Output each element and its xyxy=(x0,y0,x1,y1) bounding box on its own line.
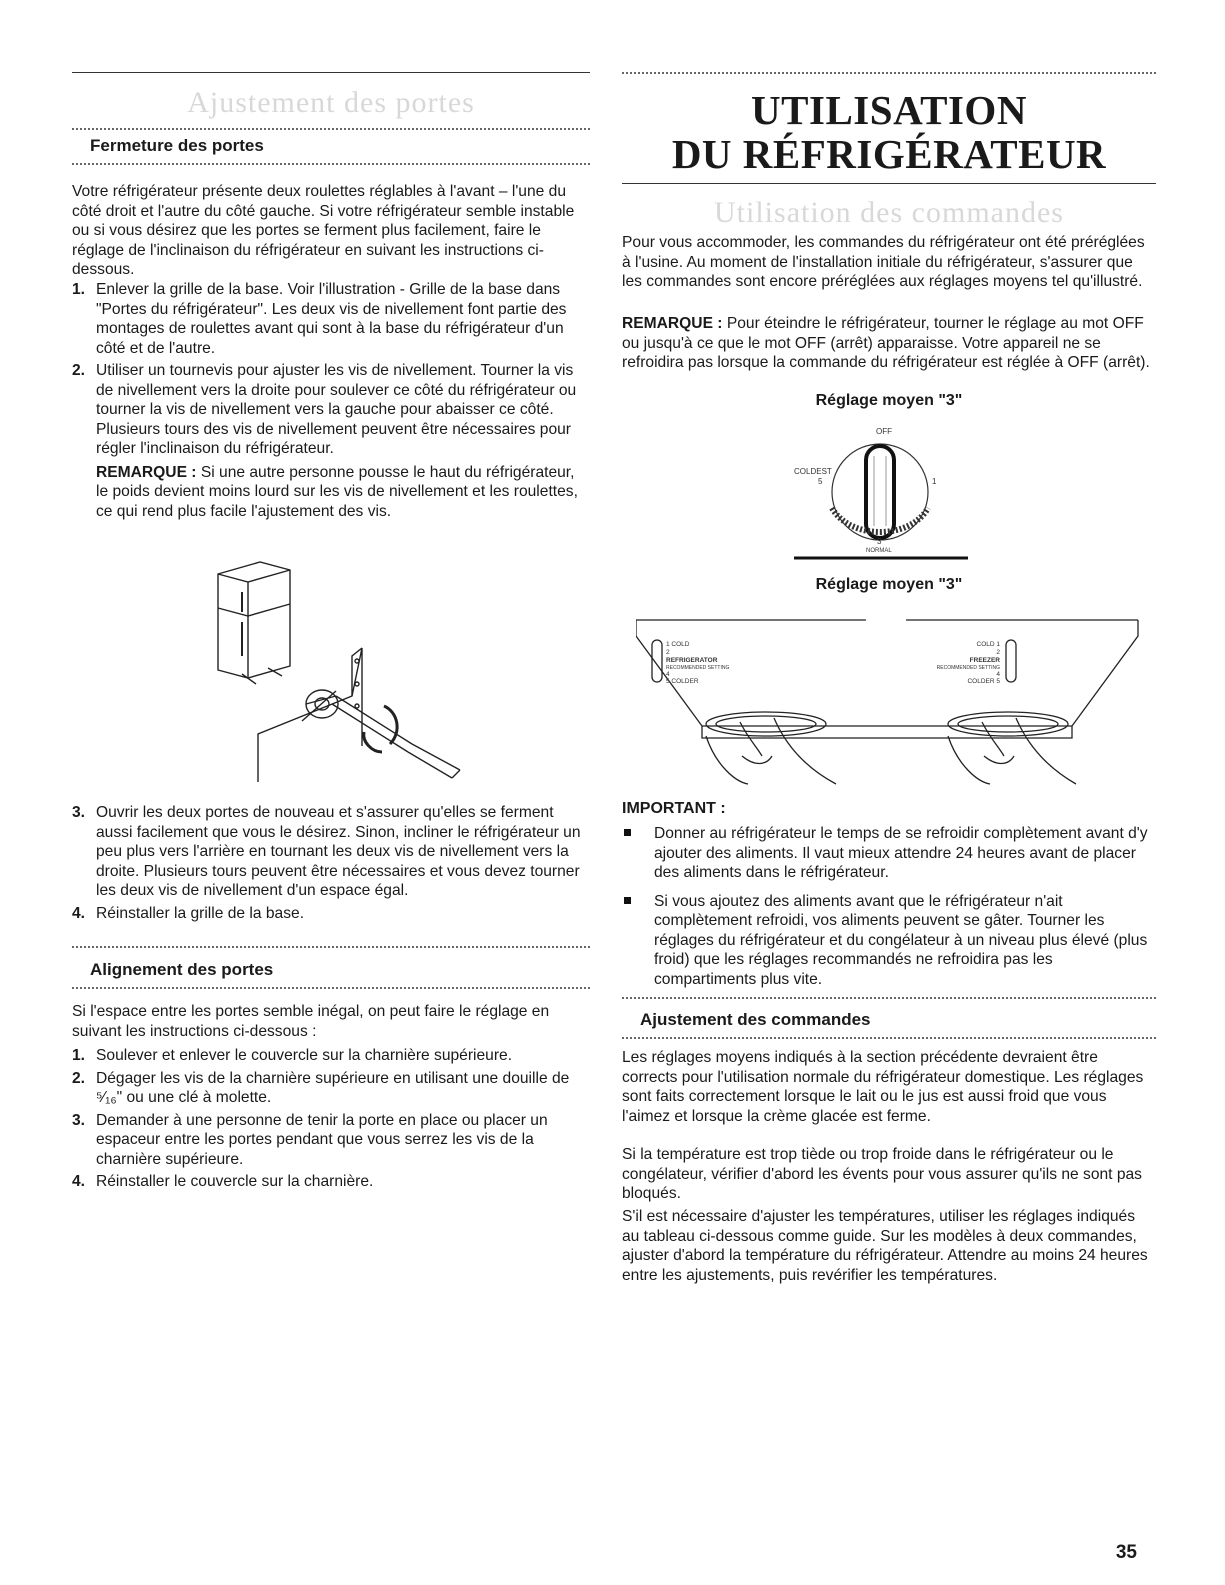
fermeture-steps-continued xyxy=(72,803,590,926)
panel-right-label: COLDER 5 xyxy=(967,678,1000,685)
left-faint-title: Ajustement des portes xyxy=(187,86,475,119)
alignement-steps xyxy=(72,1046,590,1195)
section-heading-ajustement: Ajustement des commandes xyxy=(640,1010,871,1029)
bullet-icon xyxy=(624,897,631,904)
left-top-rule xyxy=(72,72,590,73)
divider xyxy=(72,987,590,989)
panel-caption: Réglage moyen "3" xyxy=(815,576,963,593)
panel-right-label: 4 xyxy=(996,671,1000,678)
list-item: 4. Réinstaller le couvercle sur la charnière. xyxy=(72,1173,374,1190)
panel-right-label: 2 xyxy=(996,649,1000,656)
divider xyxy=(72,946,590,948)
list-item: 1. Enlever la grille de la base. Voir l'illustration - Grille de la base dans "Portes du réfrigérateur". Les deux vis de nivellement font partie des montages de roulettes avant qui sont à la base du réfrigérateur d'un côté et de l'autre. xyxy=(72,281,567,357)
list-item: 4. Réinstaller la grille de la base. xyxy=(72,904,305,922)
divider xyxy=(72,128,590,130)
section-heading-alignement: Alignement des portes xyxy=(90,960,274,979)
ajustement-p2: Si la température est trop tiède ou trop froide dans le réfrigérateur ou le congélateur, vérifier d'abord les évents pour vous assurer qu'ils ne sont pas bloqués. xyxy=(622,1146,1142,1202)
page-title xyxy=(622,88,1156,176)
fermeture-intro: Votre réfrigérateur présente deux roulettes réglables à l'avant – l'une du côté droit et l'autre du côté gauche. Si votre réfrigérateur semble instable ou si vous désirez que les portes se ferment plus facilement, faire le réglage de l'inclinaison du réfrigérateur en suivant les instructions ci-dessous. xyxy=(72,183,575,278)
page-number: 35 xyxy=(1115,1542,1137,1563)
panel-left-label: 1 COLD xyxy=(666,641,690,648)
list-item: Si vous ajoutez des aliments avant que le réfrigérateur n'ait complètement refroidi, vos aliments peuvent se gâter. Tourner les réglages du réfrigérateur et du congélateur à un niveau plus élevé (plus froid) que les réglages recommandés ne refroidira pas les compartiments plus vite. xyxy=(622,892,1156,990)
leveling-screw-illustration xyxy=(212,556,482,788)
title-underline xyxy=(622,183,1156,184)
list-item: 3. Ouvrir les deux portes de nouveau et s'assurer qu'elles se ferment aussi facilement que vous le désirez. Sinon, incliner le réfrigérateur un peu plus vers l'arrière en tournant les deux vis de nivellement vers la droite. Plusieurs tours peuvent être nécessaires et vous devez tourner les deux vis de nivellement d'un espace égal. xyxy=(72,804,581,899)
dual-control-panel-illustration xyxy=(636,606,1140,786)
dial-off-label: OFF xyxy=(876,427,892,436)
important-label: IMPORTANT : xyxy=(622,800,726,817)
divider xyxy=(622,72,1156,74)
commandes-intro: Pour vous accommoder, les commandes du réfrigérateur ont été préréglées à l'usine. Au moment de l'installation initiale du réfrigérateur, s'assurer que les commandes sont encore préréglées aux réglages moyens tel qu'illustré. xyxy=(622,234,1145,290)
section-heading-fermeture: Fermeture des portes xyxy=(90,136,264,155)
dial-1-label: 1 xyxy=(932,477,937,486)
ajustement-p3: S'il est nécessaire d'ajuster les températures, utiliser les réglages indiqués au tableau ci-dessous comme guide. Sur les modèles à deux commandes, ajuster d'abord la température du réfrigérateur. Attendre au moins 24 heures entre les ajustements, puis revérifier les températures. xyxy=(622,1208,1148,1284)
important-list xyxy=(622,824,1156,998)
bullet-icon xyxy=(624,829,631,836)
remarque-note: REMARQUE : Si une autre personne pousse le haut du réfrigérateur, le poids devient moins lourd sur les vis de nivellement et les roulettes, ce qui rend plus facile l'ajustement des vis. xyxy=(96,463,578,520)
panel-left-label: REFRIGERATOR xyxy=(666,657,718,664)
fermeture-steps xyxy=(72,280,590,524)
dial-coldest-label: COLDEST xyxy=(794,467,832,476)
page-title-line1: UTILISATION xyxy=(751,87,1027,133)
list-item: 2. Utiliser un tournevis pour ajuster les vis de nivellement. Tourner la vis de nivellement vers la droite pour soulever ce côté du réfrigérateur ou tourner la vis de nivellement vers la gauche pour abaisser ce côté. Plusieurs tours des vis de nivellement peuvent être nécessaires pour régler l'inclinaison du réfrigérateur. REMARQUE : Si une autre personne pousse le haut du réfrigérateur, le poids devient moins lourd sur les vis de nivellement et les roulettes, ce qui rend plus facile l'ajustement des vis. xyxy=(72,361,590,521)
panel-right-label: COLD 1 xyxy=(976,641,1000,648)
control-dial-illustration xyxy=(790,422,970,562)
list-item: 2. Dégager les vis de la charnière supérieure en utilisant une douille de ⁵⁄₁₆" ou une clé à molette. xyxy=(72,1069,570,1106)
divider xyxy=(622,997,1156,999)
dial-caption: Réglage moyen "3" xyxy=(815,392,963,409)
dial-3-label: 3 xyxy=(877,537,882,546)
page-title-line2: DU RÉFRIGÉRATEUR xyxy=(671,131,1107,177)
panel-left-label: 5 COLDER xyxy=(666,678,699,685)
divider xyxy=(622,1037,1156,1039)
panel-left-label: RECOMMENDED SETTING xyxy=(666,665,730,671)
list-item: 3. Demander à une personne de tenir la porte en place ou placer un espaceur entre les portes pendant que vous serrez les vis de la charnière supérieure. xyxy=(72,1111,548,1168)
list-item: Donner au réfrigérateur le temps de se refroidir complètement avant d'y ajouter des aliments. Il vaut mieux attendre 24 heures avant de placer des aliments dans le réfrigérateur. xyxy=(622,824,1156,883)
divider xyxy=(72,163,590,165)
alignement-intro: Si l'espace entre les portes semble inégal, on peut faire le réglage en suivant les instructions ci-dessous : xyxy=(72,1003,550,1040)
ajustement-p1: Les réglages moyens indiqués à la section précédente devraient être corrects pour l'utilisation normale du réfrigérateur domestique. Les réglages sont faits correctement lorsque le lait ou le jus est aussi froid que vous l'aimez et lorsque la crème glacée est ferme. xyxy=(622,1049,1144,1125)
dial-5-label: 5 xyxy=(818,477,823,486)
dial-normal-label: NORMAL xyxy=(866,548,892,554)
panel-left-label: 4 xyxy=(666,671,670,678)
panel-right-label: FREEZER xyxy=(969,657,1000,664)
panel-right-label: RECOMMENDED SETTING xyxy=(936,665,1000,671)
panel-left-label: 2 xyxy=(666,649,670,656)
right-faint-title: Utilisation des commandes xyxy=(714,196,1064,229)
commandes-remarque: REMARQUE : Pour éteindre le réfrigérateur, tourner le réglage au mot OFF ou jusqu'à ce que le mot OFF (arrêt) apparaisse. Votre appareil ne se refroidira pas lorsque la commande du réfrigérateur est réglée à OFF (arrêt). xyxy=(622,315,1150,371)
list-item: 1. Soulever et enlever le couvercle sur la charnière supérieure. xyxy=(72,1047,513,1064)
